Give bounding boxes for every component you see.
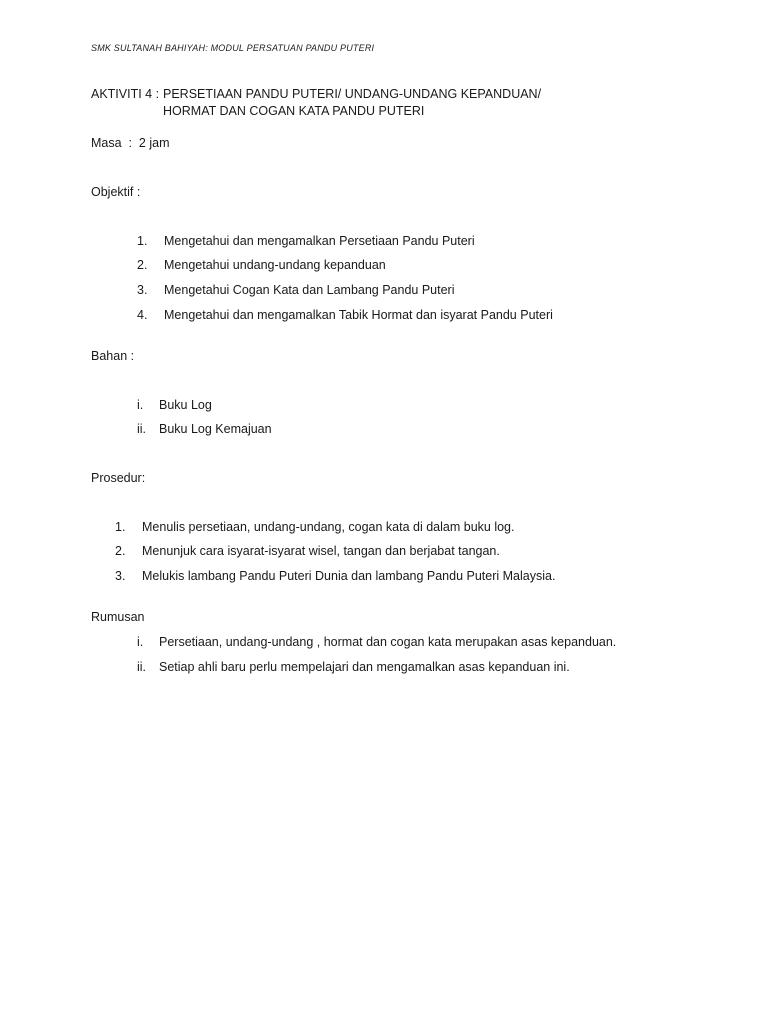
- list-text: Setiap ahli baru perlu mempelajari dan mengamalkan asas kepanduan ini.: [159, 660, 570, 674]
- list-text: Menunjuk cara isyarat-isyarat wisel, tangan dan berjabat tangan.: [142, 544, 500, 558]
- list-number: 1.: [137, 234, 148, 248]
- activity-title-line1: PERSETIAAN PANDU PUTERI/ UNDANG-UNDANG KEPANDUAN/: [163, 87, 542, 101]
- activity-title-line2: HORMAT DAN COGAN KATA PANDU PUTERI: [163, 104, 425, 118]
- list-text: Mengetahui dan mengamalkan Persetiaan Pandu Puteri: [164, 234, 475, 248]
- list-number: 2.: [137, 258, 148, 272]
- list-number: ii.: [137, 660, 147, 674]
- list-number: 4.: [137, 308, 148, 322]
- list-text: Melukis lambang Pandu Puteri Dunia dan lambang Pandu Puteri Malaysia.: [142, 569, 556, 583]
- list-number: ii.: [137, 422, 147, 436]
- page-header: SMK SULTANAH BAHIYAH: MODUL PERSATUAN PANDU PUTERI: [91, 43, 375, 53]
- activity-title: [91, 87, 541, 101]
- duration: Masa : 2 jam: [91, 136, 170, 150]
- list-number: 1.: [115, 520, 126, 534]
- list-number: 2.: [115, 544, 126, 558]
- list-number: i.: [137, 635, 144, 649]
- list-text: Buku Log: [159, 398, 212, 412]
- list-text: Buku Log Kemajuan: [159, 422, 272, 436]
- rumusan-heading: Rumusan: [91, 610, 145, 624]
- list-text: Mengetahui Cogan Kata dan Lambang Pandu Puteri: [164, 283, 455, 297]
- bahan-heading: Bahan :: [91, 349, 135, 363]
- list-number: i.: [137, 398, 144, 412]
- list-text: Mengetahui dan mengamalkan Tabik Hormat dan isyarat Pandu Puteri: [164, 308, 553, 322]
- list-text: Mengetahui undang-undang kepanduan: [164, 258, 386, 272]
- list-number: 3.: [137, 283, 148, 297]
- list-text: Persetiaan, undang-undang , hormat dan cogan kata merupakan asas kepanduan.: [159, 635, 617, 649]
- objektif-heading: Objektif :: [91, 185, 141, 199]
- list-text: Menulis persetiaan, undang-undang, cogan kata di dalam buku log.: [142, 520, 515, 534]
- list-number: 3.: [115, 569, 126, 583]
- activity-label: AKTIVITI 4 :: [91, 87, 160, 101]
- prosedur-heading: Prosedur:: [91, 471, 146, 485]
